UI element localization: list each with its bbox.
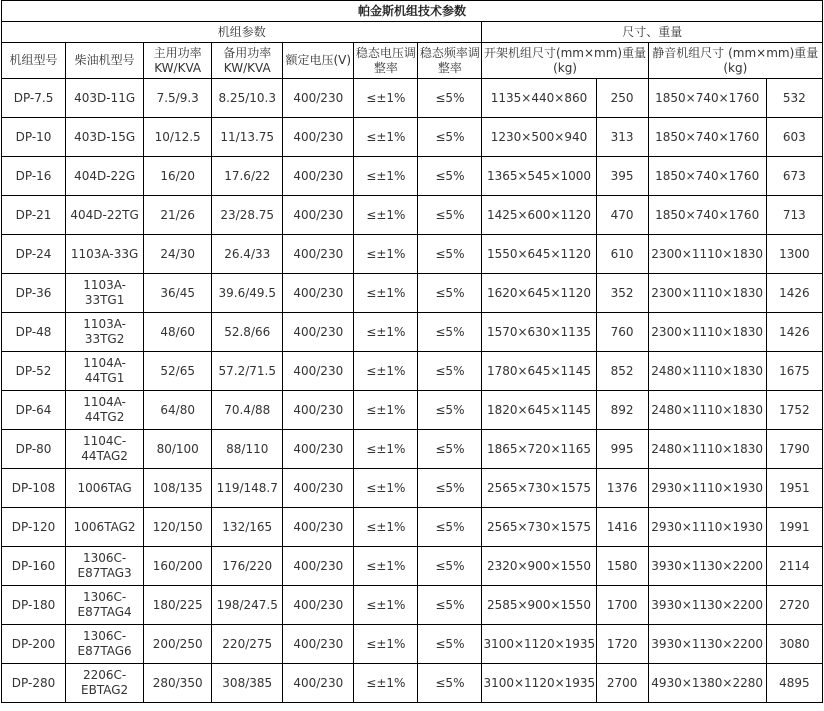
- cell-open-frame-weight: 352: [596, 274, 648, 313]
- cell-silent-dimensions: 3930×1130×2200: [648, 547, 766, 586]
- cell-rated-voltage: 400/230: [283, 79, 354, 118]
- cell-rated-voltage: 400/230: [283, 157, 354, 196]
- cell-engine-model: 404D-22TG: [66, 196, 144, 235]
- cell-silent-weight: 1426: [766, 274, 822, 313]
- cell-silent-dimensions: 2480×1110×1830: [648, 352, 766, 391]
- cell-unit-model: DP-180: [2, 586, 66, 625]
- table-row: [2, 625, 823, 664]
- table-row: [2, 196, 823, 235]
- cell-prime-power: 16/20: [144, 157, 212, 196]
- cell-standby-power: 70.4/88: [212, 391, 283, 430]
- cell-prime-power: 180/225: [144, 586, 212, 625]
- cell-engine-model: 2206C-EBTAG2: [66, 664, 144, 703]
- cell-open-frame-weight: 1376: [596, 469, 648, 508]
- cell-silent-dimensions: 2480×1110×1830: [648, 391, 766, 430]
- cell-unit-model: DP-36: [2, 274, 66, 313]
- table-row: [2, 274, 823, 313]
- cell-unit-model: DP-80: [2, 430, 66, 469]
- cell-voltage-regulation: ≤±1%: [354, 118, 418, 157]
- cell-engine-model: 1306C-E87TAG4: [66, 586, 144, 625]
- cell-unit-model: DP-10: [2, 118, 66, 157]
- cell-silent-dimensions: 3930×1130×2200: [648, 625, 766, 664]
- cell-voltage-regulation: ≤±1%: [354, 664, 418, 703]
- cell-voltage-regulation: ≤±1%: [354, 547, 418, 586]
- cell-prime-power: 80/100: [144, 430, 212, 469]
- cell-silent-weight: 1675: [766, 352, 822, 391]
- cell-open-frame-dimensions: 2565×730×1575: [482, 508, 596, 547]
- cell-rated-voltage: 400/230: [283, 118, 354, 157]
- table-title: 帕金斯机组技术参数: [2, 1, 823, 22]
- cell-silent-dimensions: 2930×1110×1930: [648, 469, 766, 508]
- cell-voltage-regulation: ≤±1%: [354, 430, 418, 469]
- cell-standby-power: 26.4/33: [212, 235, 283, 274]
- group-header-params: 机组参数: [2, 22, 482, 43]
- cell-engine-model: 403D-11G: [66, 79, 144, 118]
- cell-open-frame-weight: 610: [596, 235, 648, 274]
- table-row: [2, 313, 823, 352]
- cell-open-frame-dimensions: 1780×645×1145: [482, 352, 596, 391]
- cell-silent-weight: 1790: [766, 430, 822, 469]
- cell-silent-dimensions: 2480×1110×1830: [648, 430, 766, 469]
- cell-voltage-regulation: ≤±1%: [354, 508, 418, 547]
- col-header-unit-model: 机组型号: [2, 43, 66, 79]
- cell-standby-power: 220/275: [212, 625, 283, 664]
- cell-silent-weight: 1991: [766, 508, 822, 547]
- cell-engine-model: 1006TAG2: [66, 508, 144, 547]
- cell-silent-weight: 2114: [766, 547, 822, 586]
- cell-open-frame-weight: 852: [596, 352, 648, 391]
- cell-standby-power: 308/385: [212, 664, 283, 703]
- cell-open-frame-dimensions: 1550×645×1120: [482, 235, 596, 274]
- cell-rated-voltage: 400/230: [283, 235, 354, 274]
- cell-standby-power: 176/220: [212, 547, 283, 586]
- cell-frequency-regulation: ≤5%: [418, 352, 482, 391]
- cell-frequency-regulation: ≤5%: [418, 313, 482, 352]
- cell-open-frame-dimensions: 1230×500×940: [482, 118, 596, 157]
- cell-rated-voltage: 400/230: [283, 274, 354, 313]
- cell-silent-weight: 603: [766, 118, 822, 157]
- cell-engine-model: 1306C-E87TAG3: [66, 547, 144, 586]
- cell-unit-model: DP-280: [2, 664, 66, 703]
- cell-standby-power: 39.6/49.5: [212, 274, 283, 313]
- cell-silent-dimensions: 1850×740×1760: [648, 157, 766, 196]
- cell-open-frame-dimensions: 2320×900×1550: [482, 547, 596, 586]
- cell-unit-model: DP-16: [2, 157, 66, 196]
- cell-prime-power: 52/65: [144, 352, 212, 391]
- cell-voltage-regulation: ≤±1%: [354, 391, 418, 430]
- cell-silent-weight: 4895: [766, 664, 822, 703]
- cell-open-frame-weight: 1580: [596, 547, 648, 586]
- cell-unit-model: DP-108: [2, 469, 66, 508]
- cell-prime-power: 10/12.5: [144, 118, 212, 157]
- cell-silent-weight: 1426: [766, 313, 822, 352]
- cell-standby-power: 8.25/10.3: [212, 79, 283, 118]
- cell-unit-model: DP-200: [2, 625, 66, 664]
- cell-rated-voltage: 400/230: [283, 313, 354, 352]
- cell-rated-voltage: 400/230: [283, 430, 354, 469]
- cell-frequency-regulation: ≤5%: [418, 118, 482, 157]
- cell-prime-power: 64/80: [144, 391, 212, 430]
- cell-silent-weight: 3080: [766, 625, 822, 664]
- cell-prime-power: 21/26: [144, 196, 212, 235]
- group-header-size-weight: 尺寸、重量: [482, 22, 823, 43]
- cell-silent-dimensions: 3930×1130×2200: [648, 586, 766, 625]
- cell-voltage-regulation: ≤±1%: [354, 79, 418, 118]
- cell-open-frame-weight: 1720: [596, 625, 648, 664]
- table-row: [2, 547, 823, 586]
- perkins-spec-table: [1, 0, 823, 703]
- cell-prime-power: 108/135: [144, 469, 212, 508]
- cell-silent-dimensions: 1850×740×1760: [648, 118, 766, 157]
- cell-prime-power: 36/45: [144, 274, 212, 313]
- cell-engine-model: 403D-15G: [66, 118, 144, 157]
- cell-unit-model: DP-7.5: [2, 79, 66, 118]
- table-row: [2, 391, 823, 430]
- cell-frequency-regulation: ≤5%: [418, 235, 482, 274]
- col-header-silent: 静音机组尺寸 (mm×mm)重量(kg): [648, 43, 822, 79]
- cell-open-frame-dimensions: 1365×545×1000: [482, 157, 596, 196]
- cell-rated-voltage: 400/230: [283, 196, 354, 235]
- cell-prime-power: 160/200: [144, 547, 212, 586]
- cell-frequency-regulation: ≤5%: [418, 196, 482, 235]
- cell-silent-weight: 713: [766, 196, 822, 235]
- cell-silent-weight: 2720: [766, 586, 822, 625]
- cell-silent-dimensions: 2300×1110×1830: [648, 235, 766, 274]
- cell-silent-weight: 1951: [766, 469, 822, 508]
- cell-standby-power: 52.8/66: [212, 313, 283, 352]
- cell-engine-model: 404D-22G: [66, 157, 144, 196]
- cell-open-frame-dimensions: 1425×600×1120: [482, 196, 596, 235]
- col-header-engine-model: 柴油机型号: [66, 43, 144, 79]
- cell-voltage-regulation: ≤±1%: [354, 196, 418, 235]
- cell-frequency-regulation: ≤5%: [418, 664, 482, 703]
- cell-frequency-regulation: ≤5%: [418, 547, 482, 586]
- cell-frequency-regulation: ≤5%: [418, 430, 482, 469]
- cell-voltage-regulation: ≤±1%: [354, 313, 418, 352]
- cell-rated-voltage: 400/230: [283, 625, 354, 664]
- cell-voltage-regulation: ≤±1%: [354, 586, 418, 625]
- cell-unit-model: DP-64: [2, 391, 66, 430]
- cell-rated-voltage: 400/230: [283, 586, 354, 625]
- cell-standby-power: 17.6/22: [212, 157, 283, 196]
- table-row: [2, 118, 823, 157]
- cell-rated-voltage: 400/230: [283, 469, 354, 508]
- cell-silent-weight: 673: [766, 157, 822, 196]
- cell-prime-power: 24/30: [144, 235, 212, 274]
- table-row: [2, 79, 823, 118]
- cell-frequency-regulation: ≤5%: [418, 508, 482, 547]
- cell-unit-model: DP-21: [2, 196, 66, 235]
- cell-open-frame-dimensions: 2565×730×1575: [482, 469, 596, 508]
- cell-silent-weight: 532: [766, 79, 822, 118]
- table-row: [2, 352, 823, 391]
- col-header-rated-voltage: 额定电压(V): [283, 43, 354, 79]
- cell-frequency-regulation: ≤5%: [418, 391, 482, 430]
- table-row: [2, 157, 823, 196]
- cell-prime-power: 280/350: [144, 664, 212, 703]
- cell-open-frame-weight: 1700: [596, 586, 648, 625]
- cell-silent-dimensions: 1850×740×1760: [648, 196, 766, 235]
- cell-engine-model: 1103A-33G: [66, 235, 144, 274]
- cell-voltage-regulation: ≤±1%: [354, 274, 418, 313]
- col-header-voltage-regulation: 稳态电压调整率: [354, 43, 418, 79]
- cell-voltage-regulation: ≤±1%: [354, 625, 418, 664]
- cell-standby-power: 88/110: [212, 430, 283, 469]
- cell-standby-power: 119/148.7: [212, 469, 283, 508]
- cell-engine-model: 1006TAG: [66, 469, 144, 508]
- cell-unit-model: DP-52: [2, 352, 66, 391]
- cell-engine-model: 1306C-E87TAG6: [66, 625, 144, 664]
- cell-open-frame-dimensions: 3100×1120×1935: [482, 625, 596, 664]
- cell-rated-voltage: 400/230: [283, 664, 354, 703]
- cell-unit-model: DP-160: [2, 547, 66, 586]
- cell-silent-weight: 1300: [766, 235, 822, 274]
- cell-frequency-regulation: ≤5%: [418, 586, 482, 625]
- cell-prime-power: 7.5/9.3: [144, 79, 212, 118]
- table-row: [2, 586, 823, 625]
- cell-engine-model: 1104C-44TAG2: [66, 430, 144, 469]
- cell-open-frame-dimensions: 1135×440×860: [482, 79, 596, 118]
- cell-silent-dimensions: 1850×740×1760: [648, 79, 766, 118]
- cell-open-frame-dimensions: 1620×645×1120: [482, 274, 596, 313]
- cell-frequency-regulation: ≤5%: [418, 469, 482, 508]
- table-row: [2, 508, 823, 547]
- cell-open-frame-weight: 250: [596, 79, 648, 118]
- cell-standby-power: 198/247.5: [212, 586, 283, 625]
- cell-open-frame-weight: 470: [596, 196, 648, 235]
- cell-prime-power: 120/150: [144, 508, 212, 547]
- table-row: [2, 664, 823, 703]
- cell-open-frame-weight: 395: [596, 157, 648, 196]
- cell-voltage-regulation: ≤±1%: [354, 235, 418, 274]
- cell-open-frame-dimensions: 3100×1120×1935: [482, 664, 596, 703]
- cell-frequency-regulation: ≤5%: [418, 625, 482, 664]
- cell-open-frame-weight: 1416: [596, 508, 648, 547]
- col-header-standby-power: 备用功率KW/KVA: [212, 43, 283, 79]
- cell-voltage-regulation: ≤±1%: [354, 352, 418, 391]
- cell-open-frame-weight: 760: [596, 313, 648, 352]
- cell-rated-voltage: 400/230: [283, 508, 354, 547]
- cell-prime-power: 200/250: [144, 625, 212, 664]
- cell-frequency-regulation: ≤5%: [418, 79, 482, 118]
- cell-rated-voltage: 400/230: [283, 391, 354, 430]
- cell-open-frame-weight: 892: [596, 391, 648, 430]
- cell-engine-model: 1103A-33TG2: [66, 313, 144, 352]
- table-row: [2, 469, 823, 508]
- cell-open-frame-dimensions: 2585×900×1550: [482, 586, 596, 625]
- cell-open-frame-weight: 2700: [596, 664, 648, 703]
- cell-rated-voltage: 400/230: [283, 547, 354, 586]
- cell-silent-dimensions: 2300×1110×1830: [648, 313, 766, 352]
- table-row: [2, 430, 823, 469]
- cell-engine-model: 1104A-44TG1: [66, 352, 144, 391]
- cell-unit-model: DP-24: [2, 235, 66, 274]
- cell-engine-model: 1103A-33TG1: [66, 274, 144, 313]
- cell-rated-voltage: 400/230: [283, 352, 354, 391]
- cell-silent-weight: 1752: [766, 391, 822, 430]
- cell-open-frame-weight: 995: [596, 430, 648, 469]
- cell-engine-model: 1104A-44TG2: [66, 391, 144, 430]
- col-header-open-frame: 开架机组尺寸(mm×mm)重量(kg): [482, 43, 648, 79]
- cell-unit-model: DP-48: [2, 313, 66, 352]
- cell-standby-power: 23/28.75: [212, 196, 283, 235]
- col-header-prime-power: 主用功率KW/KVA: [144, 43, 212, 79]
- cell-frequency-regulation: ≤5%: [418, 157, 482, 196]
- cell-voltage-regulation: ≤±1%: [354, 157, 418, 196]
- cell-silent-dimensions: 2300×1110×1830: [648, 274, 766, 313]
- col-header-frequency-regulation: 稳态频率调整率: [418, 43, 482, 79]
- cell-unit-model: DP-120: [2, 508, 66, 547]
- table-row: [2, 235, 823, 274]
- cell-frequency-regulation: ≤5%: [418, 274, 482, 313]
- cell-voltage-regulation: ≤±1%: [354, 469, 418, 508]
- cell-standby-power: 57.2/71.5: [212, 352, 283, 391]
- cell-standby-power: 11/13.75: [212, 118, 283, 157]
- cell-open-frame-weight: 313: [596, 118, 648, 157]
- cell-silent-dimensions: 2930×1110×1930: [648, 508, 766, 547]
- cell-prime-power: 48/60: [144, 313, 212, 352]
- cell-open-frame-dimensions: 1865×720×1165: [482, 430, 596, 469]
- cell-silent-dimensions: 4930×1380×2280: [648, 664, 766, 703]
- cell-open-frame-dimensions: 1570×630×1135: [482, 313, 596, 352]
- cell-standby-power: 132/165: [212, 508, 283, 547]
- cell-open-frame-dimensions: 1820×645×1145: [482, 391, 596, 430]
